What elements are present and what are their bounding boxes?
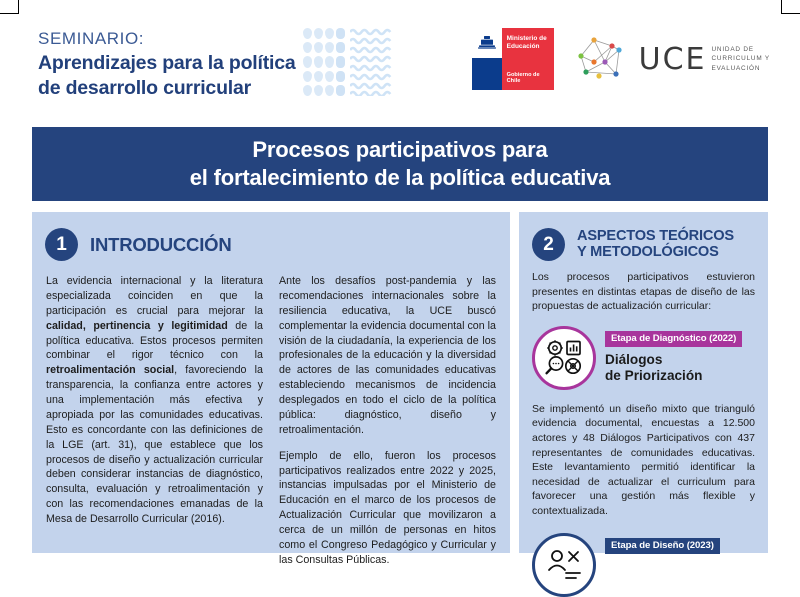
- ministry-of-education-logo: [472, 28, 554, 90]
- uce-subtitle-line2: CURRICULUM Y: [711, 55, 770, 63]
- uce-wordmark: UCE: [638, 41, 707, 77]
- stage-diagnostico-name: [605, 352, 742, 385]
- section-1-column-2-paragraph-1: Ante los desafíos post-pandemia y las recomendaciones internacionales sobre la resiliencia educativa, la UCE buscó complementar la evidencia documental con la visión de la ciudadanía, la experiencia de los profesionales de la educación y la diversidad de actores de las comunidades educativas estableciendo mecanismos de incidencia desplegados en todo el ciclo de la política pública: diagnóstico, diseño y retroalimentación.: [279, 275, 496, 436]
- stage-diagnostico-description: [519, 390, 768, 519]
- decorative-leaf-column: [314, 28, 323, 96]
- uce-logo: [572, 28, 770, 90]
- stage-diagnostico: [519, 314, 768, 390]
- stage-diseno-badge: Etapa de Diseño (2023): [605, 538, 720, 554]
- stage-diagnostico-name-line1: Diálogos: [605, 351, 663, 367]
- text-run: de la política educativa. Estos procesos permiten combinar el rigor técnico con la: [46, 319, 264, 362]
- section-1-header: [32, 212, 510, 261]
- seminar-kicker: SEMINARIO:: [38, 29, 145, 48]
- uce-network-icon: [572, 28, 634, 90]
- ministry-name-line2: Educación: [506, 42, 540, 50]
- ministry-name-line1: Ministerio de: [506, 35, 547, 42]
- stage-diseno: [519, 519, 768, 597]
- section-2-number-badge: 2: [532, 228, 565, 261]
- section-1-number-badge: 1: [45, 228, 78, 261]
- section-2-title-line1: ASPECTOS TEÓRICOS: [577, 227, 734, 244]
- decorative-pattern: [303, 28, 399, 96]
- main-title: [190, 136, 611, 192]
- text-run: , favoreciendo la transparencia, la confianza entre actores y una implementación más efectiva y apropiada por las comunidades educativas. Esto es concordante con las definiciones de la LGE (art. 31), que establece que los procesos de diseño y actualización curricular deben considerar instancias de diagnóstico, consulta, evaluación y retroalimentación y con las recomendaciones emanadas de la Mesa de Desarrollo Curricular (2016).: [46, 364, 263, 525]
- main-title-line2: el fortalecimiento de la política educativa: [189, 165, 611, 190]
- main-title-banner: [32, 127, 768, 201]
- decorative-capsule-column: [336, 28, 345, 96]
- stage-diagnostico-paragraph: Se implementó un diseño mixto que trianguló evidencia documental, encuestas a 12.500 actores y 48 Diálogos Participativos con 437 representantes de comunidades educativas. Este levantamiento permitió identificar la necesidad de actualizar el curriculum para favorecer una gestión más flexible y contextualizada.: [532, 402, 755, 517]
- stage-diagnostico-name-line2: de Priorización: [605, 368, 703, 384]
- seminar-title-line2: de desarrollo curricular: [38, 77, 252, 100]
- section-2-intro-paragraph: Los procesos participativos estuvieron presentes en distintas etapas de diseño de las propuestas de actualización curricular:: [532, 271, 755, 313]
- decorative-wave-column: [350, 28, 396, 96]
- section-1-column-2-paragraph-2: Ejemplo de ello, fueron los procesos participativos realizados entre 2022 y 2025, instancias impulsadas por el Ministerio de Educación en el marco de los procesos de Actualización Curricular que movilizaron a cerca de un millón de personas en hitos como el Congreso Pedagógico y Curricular y las Consultas Públicas.: [279, 449, 496, 566]
- uce-subtitle: [712, 45, 770, 73]
- text-run: La evidencia internacional y la literatura especializada coinciden en que la participación es crucial para mejorar la: [46, 275, 263, 317]
- decorative-leaf-column: [325, 28, 334, 96]
- design-stage-icon: [532, 533, 596, 597]
- page-header: [0, 0, 800, 125]
- uce-subtitle-line1: UNIDAD DE: [711, 46, 754, 54]
- stage-diagnostico-badge: Etapa de Diagnóstico (2022): [605, 331, 742, 347]
- ministry-name: [507, 35, 547, 50]
- section-1-paragraph-1: [46, 274, 263, 527]
- uce-subtitle-line3: EVALUACIÓN: [711, 64, 761, 72]
- main-title-line1: Procesos participativos para: [252, 136, 548, 162]
- seminar-title-line1: Aprendizajes para la política: [38, 52, 296, 75]
- seminar-title: [38, 51, 296, 101]
- stage-diagnostico-meta: [605, 326, 742, 385]
- stage-diseno-meta: [605, 533, 720, 559]
- section-1-panel: [32, 212, 510, 566]
- section-2-intro: [519, 261, 768, 314]
- chile-coat-of-arms-icon: [477, 35, 497, 51]
- magnifier-gear-chart-icon: [532, 326, 596, 390]
- government-name: Gobierno de Chile: [506, 72, 540, 84]
- decorative-leaf-column: [303, 28, 312, 96]
- text-run-bold: retroalimentación social: [46, 364, 175, 377]
- section-2-title-line2: Y METODOLÓGICOS: [577, 243, 719, 260]
- section-1-column-1: [46, 274, 263, 568]
- seminar-title-block: [38, 28, 296, 101]
- chile-flag-star-block: [472, 28, 502, 90]
- section-2-header: [519, 212, 768, 261]
- text-run-bold: calidad, pertinencia y legitimidad: [46, 319, 228, 332]
- section-1-column-2: [279, 274, 496, 568]
- ministry-name-block: [502, 28, 554, 90]
- section-1-title: INTRODUCCIÓN: [90, 233, 232, 255]
- section-2-panel: [519, 212, 768, 553]
- logo-group: [472, 28, 770, 90]
- section-1-columns: [32, 261, 510, 568]
- section-2-title: [577, 229, 734, 261]
